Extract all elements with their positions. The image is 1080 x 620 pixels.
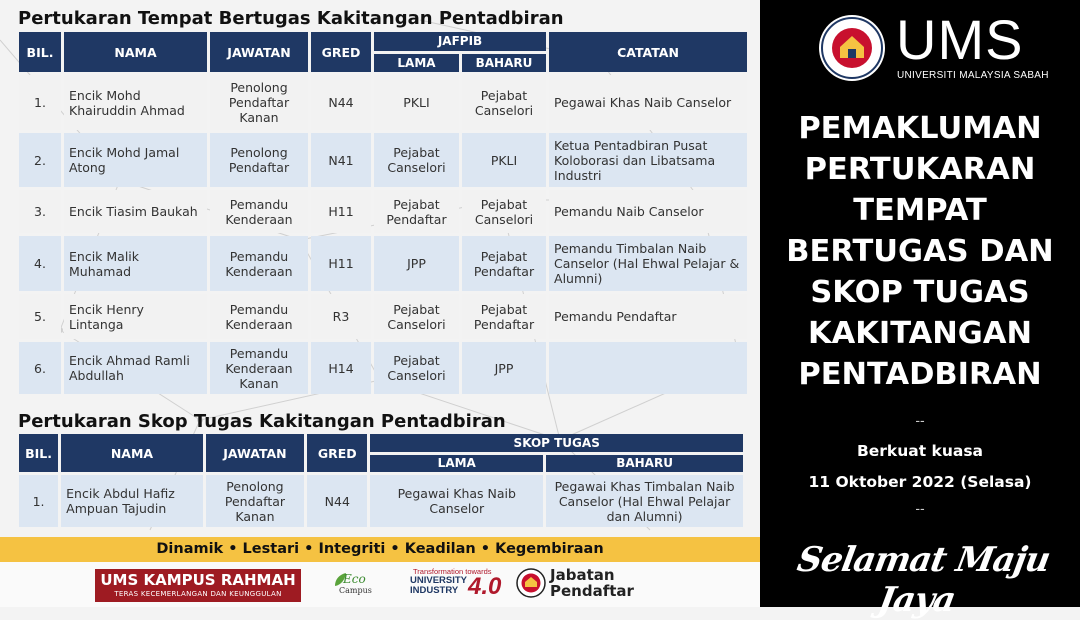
table-row — [19, 190, 747, 233]
cell-jawatan: Penolong Pendaftar Kanan — [206, 475, 304, 527]
cell-lama: JPP — [374, 236, 459, 291]
cell-bil: 1. — [19, 475, 58, 527]
rahmah-title: UMS KAMPUS RAHMAH — [100, 571, 296, 589]
cell-baharu: Pejabat Canselori — [462, 190, 546, 233]
cell-jawatan: Penolong Pendaftar — [210, 133, 308, 187]
headline-line: PEMAKLUMAN — [798, 111, 1042, 146]
cell-gred: N44 — [311, 75, 371, 130]
cell-lama: Pejabat Canselori — [374, 294, 459, 339]
table-row — [19, 475, 743, 527]
cell-gred: N41 — [311, 133, 371, 187]
cell-gred: H14 — [311, 342, 371, 394]
ums-seal-icon — [516, 568, 546, 598]
headline-line: PENTADBIRAN — [798, 357, 1042, 392]
footer-logos — [0, 562, 760, 607]
header-baharu: BAHARU — [546, 455, 743, 473]
brand-name: UMS — [896, 8, 1024, 71]
headline-line: PERTUKARAN — [804, 152, 1036, 187]
cell-jawatan: Penolong Pendaftar Kanan — [210, 75, 308, 130]
cell-lama: PKLI — [374, 75, 459, 130]
cell-baharu: PKLI — [462, 133, 546, 187]
header-gred: GRED — [307, 434, 367, 472]
cell-catatan — [549, 342, 747, 394]
cell-gred: H11 — [311, 236, 371, 291]
cell-jawatan: Pemandu Kenderaan Kanan — [210, 342, 308, 394]
effective-label: Berkuat kuasa — [856, 442, 984, 460]
header-nama: NAMA — [64, 32, 207, 72]
cell-baharu: Pejabat Pendaftar — [462, 236, 546, 291]
transfer-table — [16, 29, 750, 397]
right-panel — [760, 0, 1080, 620]
cell-catatan: Pemandu Naib Canselor — [549, 190, 747, 233]
headline-line: SKOP TUGAS — [810, 275, 1030, 310]
cell-catatan: Ketua Pentadbiran Pusat Koloborasi dan Libatsama Industri — [549, 133, 747, 187]
header-bil: BIL. — [19, 32, 61, 72]
cell-nama: Encik Mohd Jamal Atong — [64, 133, 207, 187]
eco-campus-logo — [333, 570, 395, 602]
cell-lama: Pejabat Canselori — [374, 133, 459, 187]
header-bil: BIL. — [19, 434, 58, 472]
cell-jawatan: Pemandu Kenderaan — [210, 236, 308, 291]
cell-bil: 5. — [19, 294, 61, 339]
cell-nama: Encik Malik Muhamad — [64, 236, 207, 291]
header-jafpib: JAFPIB — [374, 32, 546, 51]
header-skop-tugas: SKOP TUGAS — [370, 434, 743, 452]
table-row — [19, 133, 747, 187]
cell-baharu: Pejabat Pendaftar — [462, 294, 546, 339]
ui-word-university: UNIVERSITY — [410, 575, 468, 586]
header-lama: LAMA — [370, 455, 543, 473]
cell-bil: 3. — [19, 190, 61, 233]
header-nama: NAMA — [61, 434, 203, 472]
section2-title: Pertukaran Skop Tugas Kakitangan Pentadbiran — [18, 411, 506, 432]
scope-table — [16, 431, 746, 530]
ui-tagline: Transformation towards — [413, 567, 492, 576]
jabatan-pendaftar-logo — [550, 567, 634, 599]
separator-dash: -- — [915, 500, 925, 516]
cell-jawatan: Pemandu Kenderaan — [210, 190, 308, 233]
cell-baharu: Pegawai Khas Timbalan Naib Canselor (Hal Ehwal Pelajar dan Alumni) — [546, 475, 743, 527]
jp-line2: Pendaftar — [550, 582, 634, 600]
cell-baharu: Pejabat Canselori — [462, 75, 546, 130]
cell-nama: Encik Mohd Khairuddin Ahmad — [64, 75, 207, 130]
cell-lama: Pejabat Pendaftar — [374, 190, 459, 233]
table-row — [19, 294, 747, 339]
ui-words — [410, 576, 467, 596]
cell-nama: Encik Tiasim Baukah — [64, 190, 207, 233]
headline — [770, 108, 1070, 395]
table-row — [19, 75, 747, 130]
headline-line: BERTUGAS DAN — [786, 234, 1054, 269]
header-gred: GRED — [311, 32, 371, 72]
jp-line1: Jabatan — [550, 566, 615, 584]
headline-line: KAKITANGAN — [808, 316, 1032, 351]
cell-gred: R3 — [311, 294, 371, 339]
cell-lama: Pejabat Canselori — [374, 342, 459, 394]
header-jawatan: JAWATAN — [210, 32, 308, 72]
header-lama: LAMA — [374, 54, 459, 73]
table-row — [19, 236, 747, 291]
closing-script: Selamat Maju Jaya — [794, 540, 1053, 620]
header-jawatan: JAWATAN — [206, 434, 304, 472]
ui-word-industry: INDUSTRY — [410, 585, 459, 596]
cell-bil: 1. — [19, 75, 61, 130]
ums-crest-icon — [818, 14, 886, 82]
cell-bil: 2. — [19, 133, 61, 187]
cell-jawatan: Pemandu Kenderaan — [210, 294, 308, 339]
cell-nama: Encik Henry Lintanga — [64, 294, 207, 339]
kampus-rahmah-logo — [95, 569, 301, 602]
cell-catatan: Pemandu Pendaftar — [549, 294, 747, 339]
cell-gred: N44 — [307, 475, 367, 527]
headline-line: TEMPAT — [853, 193, 987, 228]
table-row — [19, 342, 747, 394]
cell-bil: 4. — [19, 236, 61, 291]
cell-catatan: Pegawai Khas Naib Canselor — [549, 75, 747, 130]
brand-fullname: UNIVERSITI MALAYSIA SABAH — [897, 70, 1049, 81]
rahmah-subtitle: TERAS KECEMERLANGAN DAN KEUNGGULAN — [114, 590, 282, 598]
separator-dash: -- — [915, 412, 925, 428]
eco-title: Eco — [343, 572, 366, 586]
section1-title: Pertukaran Tempat Bertugas Kakitangan Pentadbiran — [18, 8, 564, 29]
ui-number: 4.0 — [468, 573, 502, 600]
cell-nama: Encik Abdul Hafiz Ampuan Tajudin — [61, 475, 203, 527]
header-baharu: BAHARU — [462, 54, 546, 73]
effective-date: 11 Oktober 2022 (Selasa) — [808, 473, 1032, 491]
values-band: Dinamik • Lestari • Integriti • Keadilan • Kegembiraan — [0, 537, 760, 562]
university-industry-logo — [408, 567, 508, 603]
eco-subtitle: Campus — [339, 586, 372, 595]
cell-nama: Encik Ahmad Ramli Abdullah — [64, 342, 207, 394]
cell-gred: H11 — [311, 190, 371, 233]
cell-bil: 6. — [19, 342, 61, 394]
cell-catatan: Pemandu Timbalan Naib Canselor (Hal Ehwal Pelajar & Alumni) — [549, 236, 747, 291]
cell-lama: Pegawai Khas Naib Canselor — [370, 475, 543, 527]
cell-baharu: JPP — [462, 342, 546, 394]
header-catatan: CATATAN — [549, 32, 747, 72]
